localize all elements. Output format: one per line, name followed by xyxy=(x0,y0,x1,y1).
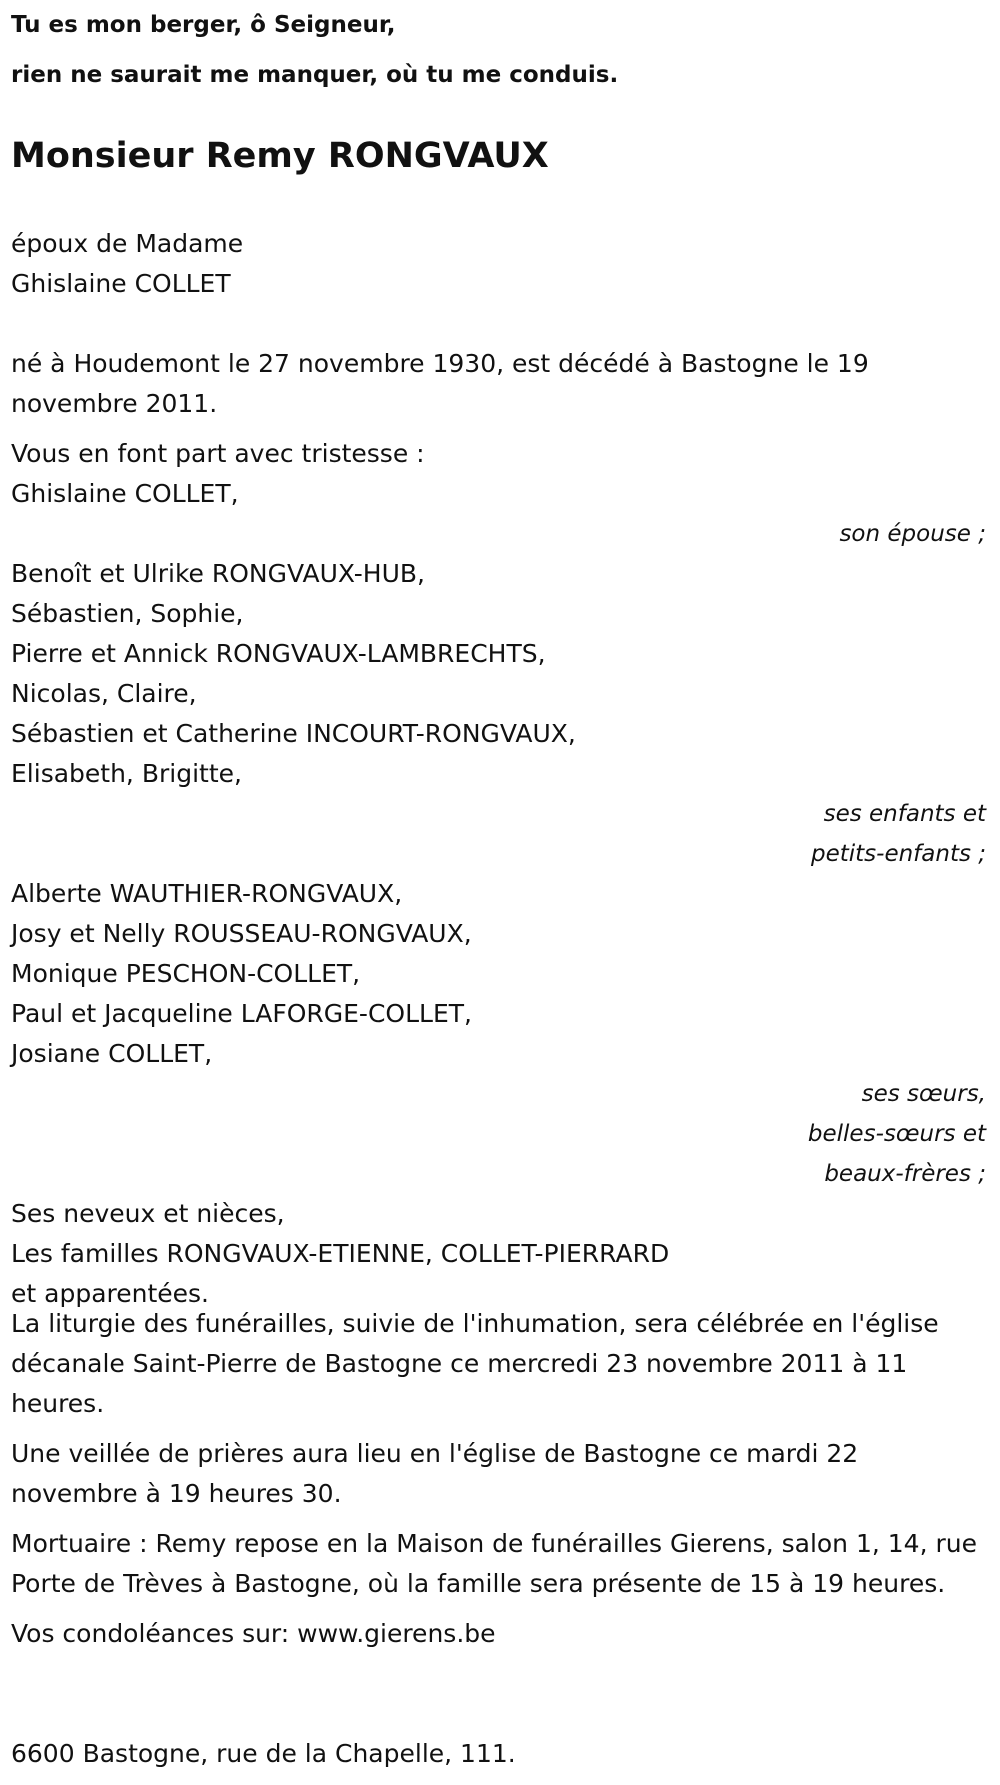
verse xyxy=(11,0,991,100)
relation-label: beaux-frères ; xyxy=(824,1161,986,1187)
relation-label: petits-enfants ; xyxy=(810,841,986,867)
family-name: Josiane COLLET, xyxy=(11,1039,213,1068)
family-name: Alberte WAUTHIER-RONGVAUX, xyxy=(11,879,403,908)
relation-label: ses sœurs, xyxy=(861,1081,986,1107)
family-name: Nicolas, Claire, xyxy=(11,679,197,708)
relation-label: belles-sœurs et xyxy=(807,1121,986,1147)
family-name: Sébastien et Catherine INCOURT-RONGVAUX, xyxy=(11,719,576,748)
verse-line-2: rien ne saurait me manquer, où tu me conduis. xyxy=(11,62,619,88)
birth-death xyxy=(11,344,911,424)
relation-label: ses enfants et xyxy=(823,801,986,827)
mortuary-text: Mortuaire : Remy repose en la Maison de funérailles Gierens, salon 1, 14, rue Porte de Trèves à Bastogne, où la famille sera présente de 15 à 19 heures. xyxy=(11,1529,977,1598)
relation-label: son épouse ; xyxy=(839,521,986,547)
family-name: Ses neveux et nièces, xyxy=(11,1199,285,1228)
family-name: Josy et Nelly ROUSSEAU-RONGVAUX, xyxy=(11,919,472,948)
deceased-name: Monsieur Remy RONGVAUX xyxy=(11,136,549,176)
address xyxy=(11,1734,991,1774)
family-name: Paul et Jacqueline LAFORGE-COLLET, xyxy=(11,999,472,1028)
spouse-info xyxy=(11,224,991,304)
family-name: Elisabeth, Brigitte, xyxy=(11,759,242,788)
family-name: Sébastien, Sophie, xyxy=(11,599,244,628)
condolences-text: Vos condoléances sur: www.gierens.be xyxy=(11,1619,496,1648)
spouse-line-2: Ghislaine COLLET xyxy=(11,269,231,298)
family-name: Monique PESCHON-COLLET, xyxy=(11,959,361,988)
spouse-line-1: époux de Madame xyxy=(11,229,244,258)
announcement xyxy=(11,434,991,1314)
liturgy-text: La liturgie des funérailles, suivie de l'inhumation, sera célébrée en l'église décanale Saint-Pierre de Bastogne ce mercredi 23 novembre 2011 à 11 heures. xyxy=(11,1309,939,1418)
birth-death-text: né à Houdemont le 27 novembre 1930, est décédé à Bastogne le 19 novembre 2011. xyxy=(11,349,869,418)
verse-line-1: Tu es mon berger, ô Seigneur, xyxy=(11,12,396,38)
family-name: Ghislaine COLLET, xyxy=(11,479,239,508)
family-name: et apparentées. xyxy=(11,1279,209,1308)
announcement-intro: Vous en font part avec tristesse : xyxy=(11,439,425,468)
family-name: Pierre et Annick RONGVAUX-LAMBRECHTS, xyxy=(11,639,546,668)
address-text: 6600 Bastogne, rue de la Chapelle, 111. xyxy=(11,1739,516,1768)
family-name: Les familles RONGVAUX-ETIENNE, COLLET-PIERRARD xyxy=(11,1239,670,1268)
funeral-details xyxy=(11,1304,991,1654)
family-name: Benoît et Ulrike RONGVAUX-HUB, xyxy=(11,559,426,588)
vigil-text: Une veillée de prières aura lieu en l'église de Bastogne ce mardi 22 novembre à 19 heures 30. xyxy=(11,1439,859,1508)
